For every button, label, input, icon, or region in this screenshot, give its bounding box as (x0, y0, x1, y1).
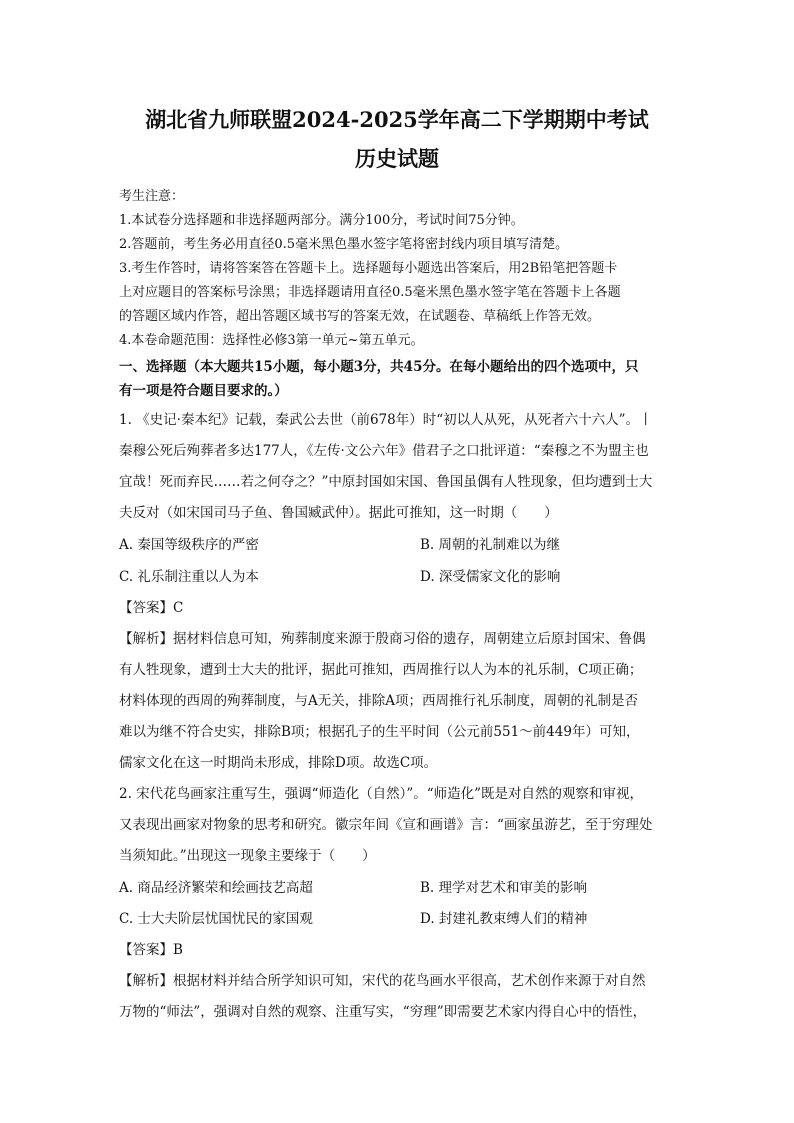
notice-heading: 考生注意： (119, 189, 185, 204)
exam-title: 湖北省九师联盟2024-2025学年高二下学期期中考试 (145, 107, 649, 132)
q1-analysis-line: 【解析】据材料信息可知，殉葬制度来源于殷商习俗的遗存，周朝建立后原封国宋、鲁偶 (119, 631, 646, 647)
q2-analysis-line: 万物的“师法”，强调对自然的观察、注重写实，“穷理”即需要艺术家内得自心中的悟性， (119, 1004, 647, 1020)
notice-item: 3.考生作答时，请将答案答在答题卡上。选择题每小题选出答案后，用2B铅笔把答题卡 (119, 261, 618, 276)
q2-stem-line: 2. 宋代花鸟画家注重写生，强调“师造化（自然）”。“师造化”既是对自然的观察和审视， (119, 786, 644, 802)
q2-option-b: B. 理学对艺术和审美的影响 (420, 880, 588, 896)
section-heading: 一、选择题（本大题共15小题，每小题3分，共45分。在每小题给出的四个选项中，只 (119, 359, 639, 375)
q1-option-a: A. 秦国等级秩序的严密 (119, 537, 259, 553)
q1-stem-line: 宜哉！死而弃民……若之何夺之？”中原封国如宋国、鲁国虽偶有人牲现象，但均遭到士大 (119, 474, 653, 490)
q1-option-b: B. 周朝的礼制难以为继 (420, 537, 561, 553)
section-heading-cont: 有一项是符合题目要求的。） (119, 383, 288, 399)
q1-analysis-line: 材料体现的西周的殉葬制度，与A无关，排除A项；西周推行礼乐制度，周朝的礼制是否 (119, 693, 638, 709)
q1-stem-line: 夫反对（如宋国司马子鱼、鲁国臧武仲）。据此可推知，这一时期（ ） (119, 505, 558, 521)
notice-item: 2.答题前，考生务必用直径0.5毫米黑色墨水签字笔将密封线内项目填写清楚。 (119, 237, 569, 252)
q1-stem-line: 秦穆公死后殉葬者多达177人，《左传·文公六年》借君子之口批评道：“秦穆之不为盟主也 (119, 443, 649, 459)
q2-answer: 【答案】B (119, 942, 183, 958)
q1-answer: 【答案】C (119, 600, 184, 616)
q1-option-d: D. 深受儒家文化的影响 (420, 569, 561, 585)
q2-option-a: A. 商品经济繁荣和绘画技艺高超 (119, 880, 313, 896)
notice-item: 的答题区域内作答，超出答题区域书写的答案无效，在试题卷、草稿纸上作答无效。 (119, 309, 601, 324)
notice-item: 上对应题目的答案标号涂黑；非选择题请用直径0.5毫米黑色墨水签字笔在答题卡上各题 (119, 285, 621, 300)
q1-option-c: C. 礼乐制注重以人为本 (119, 569, 259, 585)
q1-analysis-line: 难以为继不符合史实，排除B项；根据孔子的生平时间（公元前551～前449年）可知， (119, 724, 640, 740)
notice-item: 1.本试卷分选择题和非选择题两部分。满分100分，考试时间75分钟。 (119, 213, 524, 228)
q2-analysis-line: 【解析】根据材料并结合所学知识可知，宋代的花鸟画水平很高，艺术创作来源于对自然 (119, 973, 646, 989)
q1-analysis-line: 有人牲现象，遭到士大夫的批评，据此可推知，西周推行以人为本的礼乐制，C项正确； (119, 662, 643, 678)
notice-item: 4.本卷命题范围：选择性必修3第一单元~第五单元。 (119, 333, 424, 348)
q2-stem-line: 当须知此。”出现这一现象主要缘于（ ） (119, 848, 376, 864)
q2-stem-line: 又表现出画家对物象的思考和研究。徽宗年间《宣和画谱》言：“画家虽游艺，至于穷理处 (119, 817, 653, 833)
q1-stem-line: 1. 《史记·秦本纪》记载，秦武公去世（前678年）时“初以人从死，从死者六十六人”。丨 (119, 412, 653, 428)
q2-option-d: D. 封建礼教束缚人们的精神 (420, 911, 588, 927)
q1-analysis-line: 儒家文化在这一时期尚未形成，排除D项。故选C项。 (119, 755, 438, 771)
exam-subtitle: 历史试题 (355, 146, 439, 171)
q2-option-c: C. 士大夫阶层忧国忧民的家国观 (119, 911, 313, 927)
